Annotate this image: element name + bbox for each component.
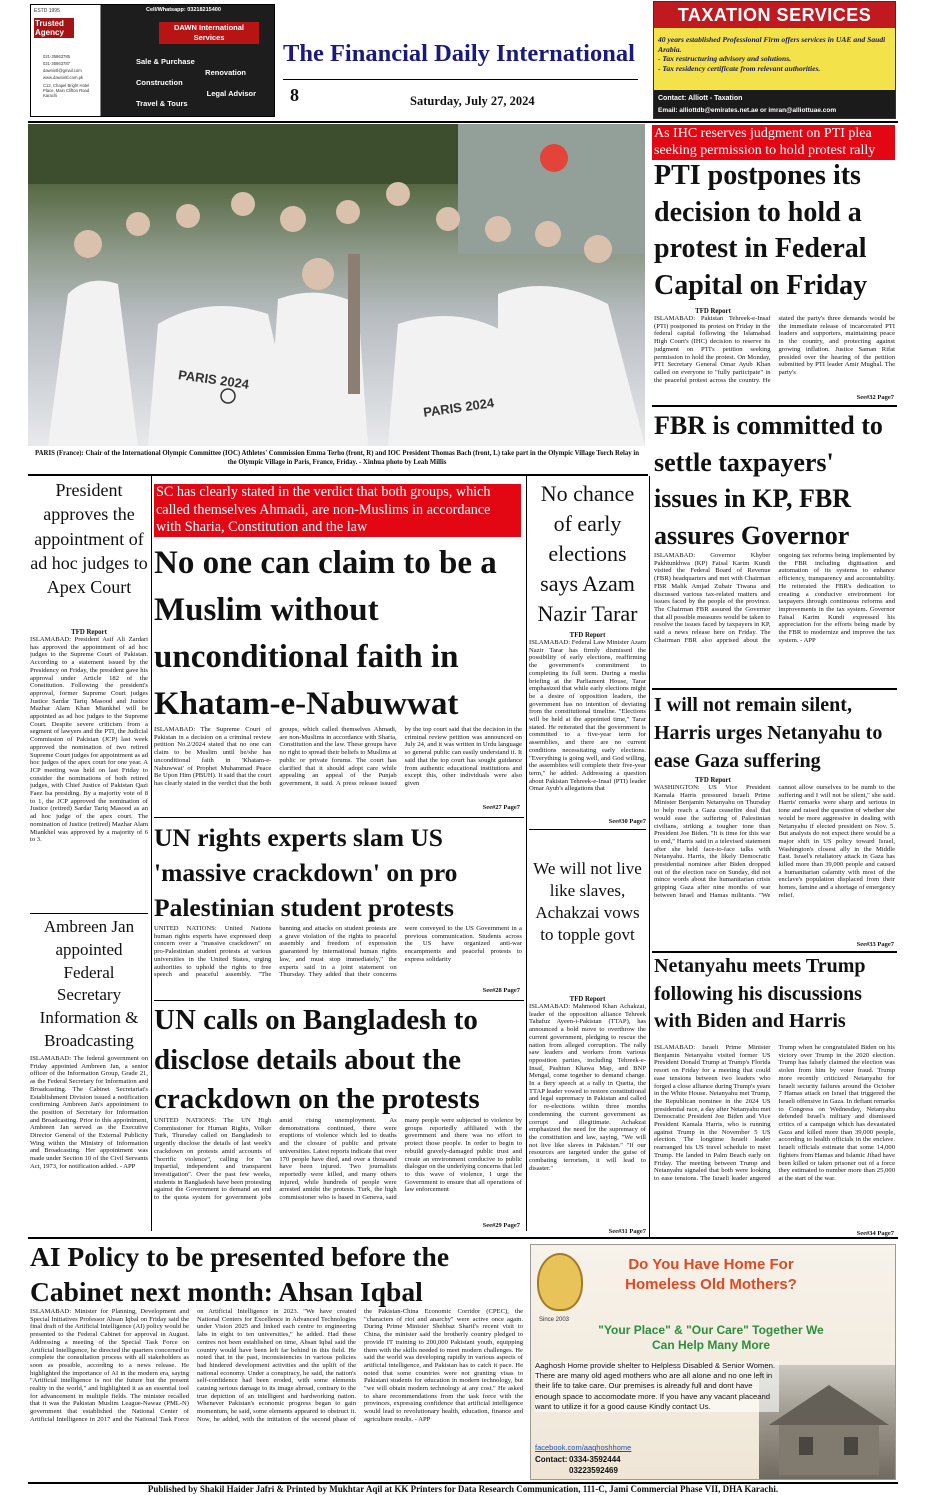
achakzai-byline: TFD Report xyxy=(569,996,606,1003)
harris-jump: See#33 Page7 xyxy=(856,941,894,948)
sc-body: ISLAMABAD: The Supreme Court of Pakistan in a decision on a criminal review petition No.2/2024 stated that no one can claim to be Muslim until he/she has unconditional faith in 'Khatam-e-Nabuwwat' of Prophet Muhammad Peace Be Upon Him (PBUH). It said that the court has clearly stated in the verdict that the both groups, which called themselves Ahmadi, are non-Muslims in accordance with Sharia, Constitution and the law. These groups have no right to spread their beliefs to Muslims at public or private forums. The court has clarified that it should adopt care while appealing an appeal of the Punjab government, it said. A press release issued by the top court said that the decision in the criminal review petition was announced on July 24, and it was written in Urdu language so general public can easily understand it. It said that the top court has sought guidance from authentic educational institutions and except this, other individuals were also given xyxy=(154,726,522,787)
fbr-body: ISLAMABAD: Governor Khyber Pakhtunkhwa (KP) Faisal Karim Kundi visited the Federal Board of Revenue (FBR) headquarters and met with Chairman FBR Malik Amjad Zubair Tiwana and discussed various tax-related matters and issues faced by the people of the province. The Chairman FBR assured the Governor that all possible measures would be taken to resolve the issues faced by taxpayers in KP, said a news release here on Friday. The Chairman FBR also apprised about the ongoing tax reforms being implemented by the FBR including digitisation and automation of its systems to enhance efficiency, transparency and accountability. He reiterated the FBR's dedication to creating a conducive environment for taxpayers through continuous reforms and improvements in the tax system. Governor Faisal Karim Kundi expressed his appreciation for the efforts being made by the FBR to modernize and improve the tax system. - APP xyxy=(654,552,895,644)
trump-jump: See#34 Page7 xyxy=(856,1230,894,1237)
aaghosh-tagline: "Your Place" & "Our Care" Together We Can Help Many More xyxy=(598,1323,824,1352)
phone-1: 0334-3592444 xyxy=(569,1455,621,1464)
pti-deck: As IHC reserves judgment on PTI plea seeking permission to hold protest rally xyxy=(652,125,895,160)
agency-services: Sale & Purchase Renovation Construction Legal Advisor Travel & Tours xyxy=(136,57,256,108)
publisher-footer: Published by Shakil Haider Jafri & Printed by Mukhtar Aqil at KK Printers for Data Research Communication, 111-C, Jami Commercial Phase VII, DHA Karachi. xyxy=(147,1484,779,1494)
aaghosh-title: Do You Have Home For Homeless Old Mothers? xyxy=(625,1256,797,1293)
newspaper-title: The Financial Daily International xyxy=(283,40,635,67)
since-label: Since 2003 xyxy=(539,1317,570,1323)
tarar-headline: No chance of early elections says Azam Nazir Tarar xyxy=(537,481,638,626)
tarar-byline: TFD Report xyxy=(569,632,606,639)
un-rights-body: UNITED NATIONS: United Nations human rights experts have expressed deep concern over a "massive crackdown" on pro-Palestinian student protests at various universities in the United States, urging authorities to uphold the rights to free speech and peaceful assembly. "The banning and attacks on student protests are a grave violation of the rights to peaceful assembly and freedom of expression guaranteed by international human rights law, and must stop immediately," the experts said in a joint statement on Thursday. They added that their concerns were conveyed to the US Government in a previous communication. Students across the US have organized anti-war encampments and peaceful protests to express solidarity xyxy=(154,925,522,979)
agency-phone: Cell/Whatsapp: 03218215400 xyxy=(146,7,221,13)
ambreen-headline: Ambreen Jan appointed Federal Secretary Information & Broadcasting xyxy=(39,917,139,1050)
aaghosh-body: Aaghosh Home provide shelter to Helpless Disabled & Senior Women. There are many old aged mothers who are all alone and no one left in their life to take care. Our premises is already full and dont have enough space to accomodate more. If you have any vacant placeand want to utilize it for a good cause Kindly contact Us. xyxy=(535,1361,779,1412)
pti-byline: TFD Report xyxy=(695,308,731,315)
ambreen-body: ISLAMABAD: The federal government on Friday appointed Ambreen Jan, a senior officer of the Information Group, Grade 21, as the Federal Secretary for Information and Broadcasting. The Cabinet Secretariat's Establishment Division issued a notification confirming Ambreen Jan's appointment to the position of Secretary for Information and Broadcasting. Prior to this appointment, Ambreen Jan served as the Executive Director General of the External Publicity Wing within the Ministry of Information and Broadcasting. Her appointment was made under Section 10 of the Civil Servants Act, 1973, for notification added. - APP xyxy=(30,1055,148,1170)
facebook-link[interactable]: facebook.com/aaghoshhome xyxy=(535,1443,632,1452)
aaghosh-logo xyxy=(537,1253,583,1311)
phone-2: 03223592469 xyxy=(569,1466,618,1475)
agency-contacts: 021-35863785 021-35863787 dawnintl@gmail.com www.dawnintl.com.pk C12, Chapel Bright Hotel Place, Main Clifton Road Karachi xyxy=(43,54,90,98)
paris-2024-shirt-left: PARIS 2024 xyxy=(177,367,250,392)
trump-headline: Netanyahu meets Trump following his discussions with Biden and Harris xyxy=(654,955,866,1032)
trump-body: ISLAMABAD: Israeli Prime Minister Benjamin Netanyahu visited former US President Donald Trump at Trump's Florida resort on Friday for a meeting that could ease tensions between two leaders who forged a close alliance during Trump's years in the White House. Netanyahu met Trump, the Republican nominee in the 2024 US presidential race, a day after Netanyahu met Democratic President Joe Biden and Vice President Kamala Harris, who is running against Trump in the November 5 US election. The longtime Israeli leader rearranged his US travel schedule to meet Trump. He landed in Palm Beach early on Friday. The meeting between Trump and Netanyahu signaled that both were looking to ease tensions. The Israeli leader angered Trump when he congratulated Biden on his victory over Trump in the 2020 election. Trump has falsely claimed the election was stolen from him by voter fraud. Trump more recently criticized Netanyahu for Israeli security failures around the October 7 Hamas attack on Israel that triggered the Israeli offensive in Gaza. In defiant remarks to Congress on Wednesday, Netanyahu defended Israel's military and dismissed critics of a campaign which has devastated Gaza and killed more than 39,000 people, according to health officials in the enclave. Israeli officials estimate that some 14,000 fighters from Hamas and Islamic Jihad have been killed or taken prisoner out of a force they estimated to number more than 25,000 at the start of the war. xyxy=(654,1044,895,1182)
taxation-contact: Contact: Alliott - Taxation xyxy=(658,95,743,102)
crowd-illustration xyxy=(28,124,645,446)
un-rights-jump: See#28 Page7 xyxy=(482,987,520,994)
paris-2024-shirt-right: PARIS 2024 xyxy=(422,395,495,420)
olympic-torch-photo xyxy=(28,124,645,446)
taxation-lines: 40 years established Professional Firm offers services in UAE and Saudi Arabia. - Tax restructuring advisory and solutions. - Tax residency certificate from relevant authorities. xyxy=(658,35,886,73)
sc-jump: See#27 Page7 xyxy=(482,804,520,811)
president-byline: TFD Report xyxy=(71,629,107,636)
fbr-headline: FBR is committed to settle taxpayers' issues in KP, FBR assures Governor xyxy=(654,411,883,550)
taxation-email: Email: alliottdb@emirates.net.ae or imran@alliottuae.com xyxy=(658,107,837,114)
estd-label: ESTD 1995 xyxy=(34,8,60,14)
ai-headline: AI Policy to be presented before the Cabinet next month: Ahsan Iqbal xyxy=(30,1241,450,1307)
photo-caption: PARIS (France): Chair of the International Olympic Committee (IOC) Athletes' Commission Emma Terho (front, R) and IOC President Thomas Bach (front, L) take part in the Olympic Village Torch Relay in the Olympic Village in Paris, France, Friday. - Xinhua photo by Leah Millis xyxy=(34,450,640,466)
aaghosh-home-ad xyxy=(530,1244,896,1480)
pti-body: ISLAMABAD: Pakistan Tehreek-e-Insaf (PTI) postponed its protest on Friday in the federal capital following the Islamabad High Court's (IHC) decision to reserve its judgment on PTI's petition seeking permission to hold the protest. On Monday, PTI Secretary General Omar Ayub Khan called on everyone to "fully participate" in the peaceful protest across the country. He stated the party's three demands would be the immediate release of incarcerated PTI leaders and supporters, maintaining peace in the country, and protecting against growing inflation. Justice Saman Rifat presided over the hearing of the petition submitted by PTI leader Amir Mughal. The party's xyxy=(654,315,895,384)
page-number: 8 xyxy=(290,85,299,105)
ai-body: ISLAMABAD: Minister for Planning, Development and Special Initiatives Professor Ahsan Iqbal on Friday said the final draft of the Artificial Intelligence (AI) policy would be presented to the Federal Cabinet for approval in August. Addressing a meeting of the Special Task Force on Artificial Intelligence, he directed the quarters concerned to complete the consultation process with all stakeholders as soon as possible, according to a news release. He highlighted the importance of AI in the modern era, saying "Artificial intelligence is not the future but the present reality in the world," and highlighted it as an essential tool for advancement in multiple fields. The minister recalled that it was the Pakistan Muslim League-Nawaz (PML-N) government that established the National Center of Artificial Intelligence in 2017 and the National Task Force on Artificial Intelligence in 2023. "We have created National Centers for Excellence in Advanced Technologies under Vision 2025 and linked each centre to engineering labs in eight to ten universities," he added. Had these centres not been established on time, Ahsan Iqbal said the country would have been left far behind in this field. He noted that in the past, inconsistencies in various policies had hindered development activities and the uplift of the national economy. Under a conspiracy, he said, the nation's self-confidence had been eroded, with some elements causing serious damage to its image abroad, contrary to the true depiction of an intelligent and hardworking nation. Whenever Pakistan's economic progress began to gain momentum, he said, some elements appeared to obstruct it. Now, he added, with the initiation of the second phase of the Pakistan-China Economic Corridor (CPEC), the "characters of riot and anarchy" were active once again. During Prime Minister Shehbaz Sharif's recent visit to China, the minister said the brotherly country pledged to provide IT training to 200,000 Pakistani youth, equipping them with the skills needed to meet modern challenges. He said the world was developing rapidly in various aspects of artificial intelligence, and Pakistan has to catch it pace. He noted that some countries were not granting visas to Pakistani students for education in modern technology, but "we will obtain modern technology at any cost." He asked to share recommendations from the task force with the provinces, expressing confidence that artificial intelligence would lead to revolutionary health, education, finance and agriculture results. - APP xyxy=(30,1308,523,1423)
sc-headline: No one can claim to be a Muslim without unconditional faith in Khatam-e-Nabuwwat xyxy=(154,545,497,722)
old-house-image xyxy=(759,1365,896,1480)
pti-jump: See#32 Page7 xyxy=(856,394,894,401)
un-rights-headline: UN rights experts slam US 'massive crackdown' on pro Palestinian student protests xyxy=(154,823,458,922)
president-headline: President approves the appointment of ad hoc judges to Apex Court xyxy=(30,480,148,598)
issue-date: Saturday, July 27, 2024 xyxy=(410,94,535,108)
tarar-jump: See#30 Page7 xyxy=(608,818,646,825)
bangladesh-jump: See#29 Page7 xyxy=(482,1222,520,1229)
achakzai-body: ISLAMABAD: Mahmood Khan Achakzai, leader of the opposition alliance Tehreek Tahafuz Ayeen-i-Pakistan (TTAP), has announced a bold move to overthrow the current government, pledging to rescue the nation from alleged corruption. The rally saw leaders and workers from various opposition parties, including Tehreek-e-Insaf, Pashtun Khawa Map, and BNP Mengal, come together to demand change. In a fiery speech at a rally in Quetta, the TTAP leader vowed to restore constitutional and legal supremacy in Pakistan and called for re-elections within three months condemning the current government as corrupt and illegitimate. Achakzai emphasized the need for the supremacy of the constitution and law, saying, "We will not live like slaves in Pakistan." "If our resources are targeted under the guise of combating terrorism, it will lead to disaster." xyxy=(529,1003,646,1172)
bangladesh-headline: UN calls on Bangladesh to disclose details about the crackdown on the protests xyxy=(154,1004,480,1115)
harris-byline: TFD Report xyxy=(695,777,731,784)
taxation-title: TAXATION SERVICES xyxy=(654,2,895,28)
trusted-badge: Trusted Agency xyxy=(34,18,74,38)
achakzai-jump: See#31 Page7 xyxy=(608,1228,646,1235)
sc-deck: SC has clearly stated in the verdict that both groups, which called themselves Ahmadi, are non-Muslims in accordance with Sharia, Constitution and the law xyxy=(154,484,521,537)
pti-headline: PTI postpones its decision to hold a protest in Federal Capital on Friday xyxy=(654,160,868,301)
tarar-body: ISLAMABAD: Federal Law Minister Azam Nazir Tarar has firmly dismissed the possibility of early elections, reaffirming the government's commitment to completing its full term. During a media briefing at the Parliament House, Tarar emphasized that while early elections might be a desire of opposition leaders, the government has no intention of deviating from the constitutional timeline. "Elections will be held at the appointed time," Tarar stated. He reiterated that the government is committed to a five-year term for assemblies, and there are no current conditions necessitating early elections. "Everything is going well, and God willing, the assemblies will complete their five-year term," he added. Addressing a question about Pakistan Tehreek-e-Insaf (PTI) leader Omar Ayub's allegations that xyxy=(529,639,646,793)
bangladesh-body: UNITED NATIONS: The UN High Commissioner for Human Rights, Volker Turk, Thursday called on Bangladesh to urgently disclose the details of last week's crackdown on protests amid accounts of "horrific violence", calling for "an impartial, independent and transparent investigation". Over the past few weeks, students in Bangladesh have been protesting against the Government to demand an end to the quota system for government jobs amid rising unemployment. As demonstrations continued, there were eruptions of violence which led to deaths and the closure of public and private universities. Latest reports indicate that over 170 people have died, and over a thousand have been injured. Two journalists reportedly were killed, and many others injured, while hundreds of people were arrested amidst the protests. Turk, the high commissioner who is based in Geneva, said many people were subjected to violence by groups reportedly affiliated with the government and there was no effort to protect those people. In order to begin to rebuild gravely-damaged public trust and create an environment conducive to public dialogue on the underlying concerns that led to this wave of violence, I urge the Government to ensure that all operations of law enforcement xyxy=(154,1117,522,1202)
achakzai-headline: We will not live like slaves, Achakzai vows to topple govt xyxy=(533,859,642,944)
contact-label: Contact: xyxy=(535,1455,568,1464)
harris-body: WASHINGTON: US Vice President Kamala Harris pressured Israeli Prime Minister Benjamin Netanyahu on Thursday to help reach a Gaza ceasefire deal that would ease the suffering of Palestinian civilians, striking a tougher tone than President Joe Biden. "It is time for this war to end," Harris said in a televised statement after she held face-to-face talks with Netanyahu. Harris, the likely Democratic presidential nominee after Biden dropped out of the election race on Sunday, did not mince words about the humanitarian crisis gripping Gaza after nine months of war between Israel and Hamas militants. "We cannot allow ourselves to be numb to the suffering and I will not be silent," she said. Harris' remarks were sharp and serious in tone and raised the question of whether she would be more aggressive in dealing with Netanyahu if elected president on Nov. 5. But analysts do not expect there would be a major shift in US policy toward Israel, Washington's closest ally in the Middle East. Israel's retaliatory attack in Gaza has killed more than 39,000 people and caused a humanitarian calamity with most of the enclave's population displaced from their homes, famine and a shortage of emergency relief. xyxy=(654,784,895,899)
harris-headline: I will not remain silent, Harris urges Netanyahu to ease Gaza suffering xyxy=(654,694,883,772)
dawn-agency-ad xyxy=(30,4,275,117)
president-body: ISLAMABAD: President Asif Ali Zardari has approved the appointment of ad hoc judges to the Supreme Court of Pakistan. According to a statement issued by the Presidency on Friday, the president gave his approval under Article 182 of the Constitution. Following the president's approval, former Supreme Court judges Justice Sardar Tariq Masood and Justice Mazhar Alam Khan Miankhel will be appointed as ad hoc judges to the Supreme Court. Despite severe criticism from a segment of lawyers and the PTI, the Judicial Commission of Pakistan (JCP) last week approved the nomination of two retired Supreme Court judges for appointment as ad hoc judges of the apex court for one year. A JCP meeting was held on last Friday to consider the nominations of both retired judges, with Chief Justice of Pakistan Qazi Faez Isa presiding. By a majority vote of 8 to 1, the JCP approved the nomination of Justice (retired) Sardar Tariq Masood as an ad hoc judge of the apex court. The nomination of Justice (retired) Mazhar Alam Miankhel was approved by a majority of 6 to 3. xyxy=(30,636,148,844)
agency-name: DAWN International Services xyxy=(159,22,259,44)
taxation-ad xyxy=(653,1,896,119)
